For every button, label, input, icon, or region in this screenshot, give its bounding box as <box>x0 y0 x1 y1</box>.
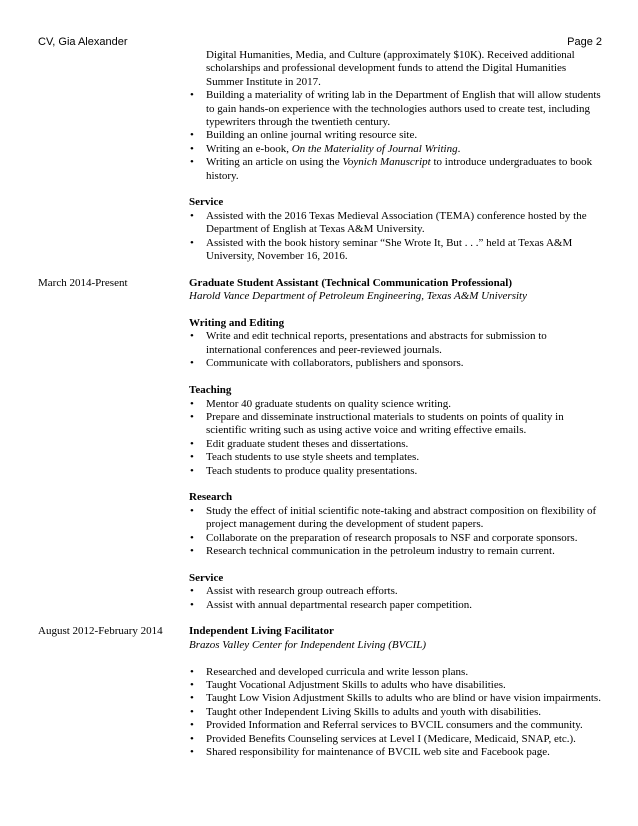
list-item <box>189 210 603 237</box>
ebook-title: On the Materiality of Journal Writing <box>291 142 458 155</box>
item-text: Researched and developed curricula and write lesson plans. <box>206 665 469 678</box>
item-text: Building a materiality of writing lab in the Department of English that will allow students to gain hands-on experience with the technologies authors used to create test, including typewriters through the twentieth century. <box>206 89 601 129</box>
list-item <box>189 733 603 746</box>
bullet-icon: • <box>190 129 194 142</box>
bullet-icon: • <box>190 705 194 718</box>
list-item <box>189 129 603 142</box>
bullet-icon: • <box>190 451 194 464</box>
list-item <box>189 679 603 692</box>
bullet-icon: • <box>190 357 194 370</box>
list-item <box>189 746 603 759</box>
list-item <box>189 411 603 438</box>
item-text: Collaborate on the preparation of research proposals to NSF and corporate sponsors. <box>206 531 578 544</box>
list-item <box>189 237 603 264</box>
bullet-icon: • <box>190 437 194 450</box>
section-heading: Writing and Editing <box>189 317 285 330</box>
item-text: Assisted with the 2016 Texas Medieval Association (TEMA) conference hosted by the Department of English at Texas A&M University. <box>206 209 587 236</box>
continued-paragraph <box>206 49 598 89</box>
bullet-icon: • <box>190 732 194 745</box>
bullet-icon: • <box>190 209 194 222</box>
item-text: Provided Benefits Counseling services at Level I (Medicare, Medicaid, SNAP, etc.). <box>206 732 576 745</box>
item-text-end: to introduce undergraduates to book history. <box>206 156 593 182</box>
bullet-icon: • <box>190 156 194 169</box>
bullet-icon: • <box>190 89 194 102</box>
employer: Harold Vance Department of Petroleum Engineering, Texas A&M University <box>189 290 527 303</box>
duties-list <box>189 330 603 370</box>
entry-dates: March 2014-Present <box>38 276 128 289</box>
section-heading: Teaching <box>189 384 232 397</box>
item-text: Prepare and disseminate instructional materials to students on points of quality in scientific writing such as using active voice and writing effective emails. <box>206 410 564 437</box>
list-item <box>189 532 603 545</box>
item-text: Taught other Independent Living Skills to adults and youth with disabilities. <box>206 705 541 718</box>
list-item <box>189 692 603 705</box>
section-heading: Service <box>189 571 224 584</box>
item-text: Taught Low Vision Adjustment Skills to adults who are blind or have vision impairments. <box>206 692 601 705</box>
list-item <box>189 505 603 532</box>
activities-list <box>189 89 603 183</box>
list-item <box>189 451 603 464</box>
list-item <box>189 357 603 370</box>
list-item <box>189 706 603 719</box>
list-item <box>189 545 603 558</box>
item-text-start: Writing an article on using the <box>206 156 343 169</box>
job-title: Graduate Student Assistant (Technical Communication Professional) <box>189 276 512 289</box>
intro-line: scholarships and professional development funds to attend the Digital Humanities <box>206 62 567 75</box>
experience-entry <box>0 625 638 759</box>
item-text: Communicate with collaborators, publishers and sponsors. <box>206 357 464 370</box>
list-item <box>189 89 603 129</box>
section-heading: Research <box>189 491 233 504</box>
duties-list <box>189 398 603 478</box>
item-text: Study the effect of initial scientific note-taking and abstract composition on flexibility of project management during the development of student papers. <box>206 504 597 531</box>
bullet-icon: • <box>190 544 194 557</box>
duties-list <box>189 505 603 559</box>
list-item <box>189 398 603 411</box>
service-list <box>189 210 603 264</box>
duties-list <box>189 666 603 760</box>
bullet-icon: • <box>190 330 194 343</box>
duties-list <box>189 585 603 612</box>
list-item <box>189 585 603 598</box>
item-text: Taught Vocational Adjustment Skills to adults who have disabilities. <box>206 678 506 691</box>
bullet-icon: • <box>190 678 194 691</box>
item-text: Shared responsibility for maintenance of BVCIL web site and Facebook page. <box>206 746 550 758</box>
manuscript-title: Voynich Manuscript <box>342 156 431 169</box>
bullet-icon: • <box>190 397 194 410</box>
bullet-icon: • <box>190 598 194 611</box>
section-heading: Service <box>189 196 224 209</box>
entry-dates: August 2012-February 2014 <box>38 625 163 638</box>
list-item <box>189 143 603 156</box>
bullet-icon: • <box>190 585 194 598</box>
cv-content <box>0 49 638 759</box>
job-title: Independent Living Facilitator <box>189 625 334 638</box>
page-number: Page 2 <box>567 36 602 48</box>
item-text-end: . <box>457 142 461 155</box>
employer: Brazos Valley Center for Independent Living (BVCIL) <box>189 638 427 651</box>
bullet-icon: • <box>190 236 194 249</box>
list-item <box>189 330 603 357</box>
bullet-icon: • <box>190 692 194 705</box>
item-text: Mentor 40 graduate students on quality science writing. <box>206 397 451 410</box>
list-item <box>189 599 603 612</box>
bullet-icon: • <box>190 464 194 477</box>
item-text: Teach students to use style sheets and templates. <box>206 451 420 464</box>
list-item <box>189 719 603 732</box>
continued-section <box>189 89 603 263</box>
bullet-icon: • <box>190 719 194 732</box>
bullet-icon: • <box>190 410 194 423</box>
list-item <box>189 156 603 183</box>
list-item <box>189 666 603 679</box>
experience-entry <box>0 277 638 612</box>
list-item <box>189 438 603 451</box>
item-text: Teach students to produce quality presentations. <box>206 464 418 477</box>
item-text: Assisted with the book history seminar “She Wrote It, But . . .” held at Texas A&M University, November 16, 2016. <box>206 236 573 263</box>
bullet-icon: • <box>190 504 194 517</box>
item-text: Building an online journal writing resource site. <box>206 129 418 142</box>
item-text-start: Writing an e-book, <box>206 142 292 155</box>
intro-line: Digital Humanities, Media, and Culture (approximately $10K). Received additional <box>206 49 575 61</box>
intro-line: Summer Institute in 2017. <box>206 75 321 88</box>
item-text: Provided Information and Referral services to BVCIL consumers and the community. <box>206 719 583 732</box>
bullet-icon: • <box>190 142 194 155</box>
list-item <box>189 465 603 478</box>
header-name: CV, Gia Alexander <box>38 36 128 48</box>
bullet-icon: • <box>190 665 194 678</box>
item-text: Assist with annual departmental research paper competition. <box>206 598 473 611</box>
bullet-icon: • <box>190 746 194 758</box>
item-text: Write and edit technical reports, presentations and abstracts for submission to international conferences and peer-reviewed journals. <box>206 330 547 356</box>
item-text: Edit graduate student theses and dissertations. <box>206 437 409 450</box>
item-text: Research technical communication in the petroleum industry to remain current. <box>206 544 555 557</box>
bullet-icon: • <box>190 531 194 544</box>
item-text: Assist with research group outreach efforts. <box>206 585 398 598</box>
